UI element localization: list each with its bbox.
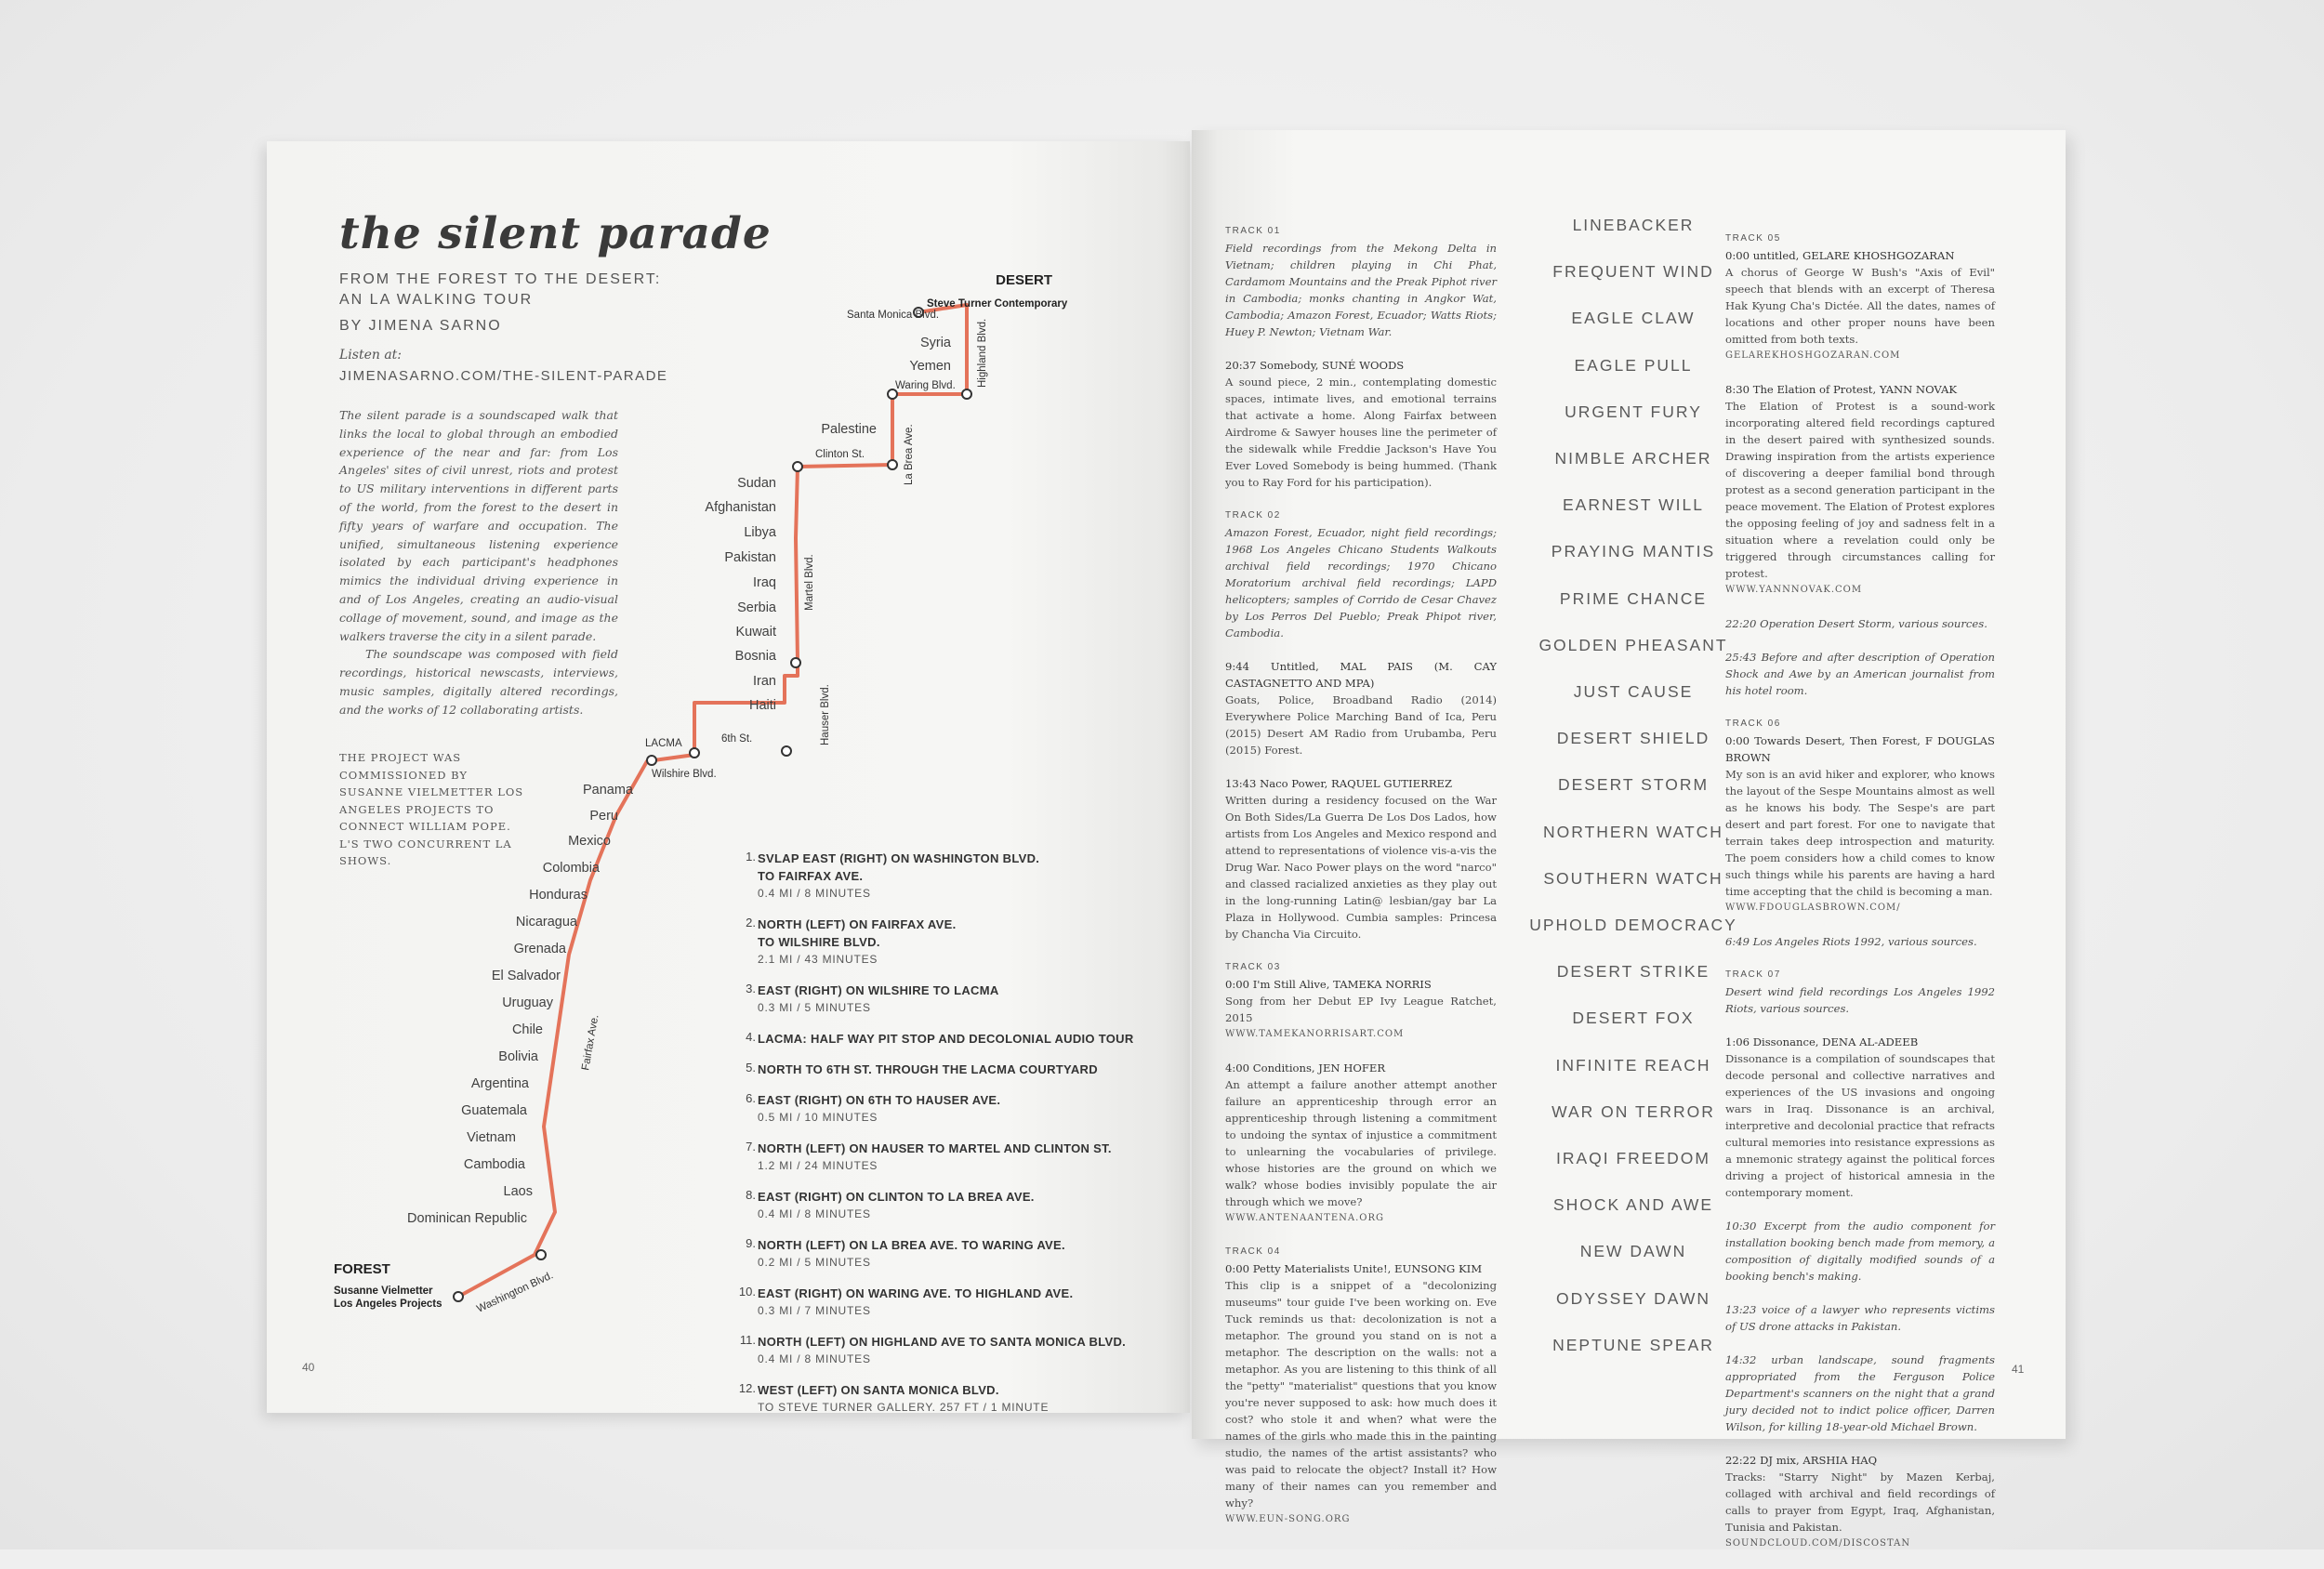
step-instruction: WEST (LEFT) ON SANTA MONICA BLVD. [758, 1383, 999, 1397]
track-label: TRACK 05 [1725, 233, 1781, 244]
operation-name: DESERT SHIELD [1556, 729, 1710, 748]
country-label: Afghanistan [705, 500, 776, 515]
track-label: TRACK 01 [1225, 226, 1281, 236]
track-heading: 22:22 DJ mix, ARSHIA HAQ [1725, 1454, 1878, 1467]
operation-name: NIMBLE ARCHER [1554, 449, 1712, 468]
operation-name: NEW DAWN [1579, 1242, 1687, 1261]
page-number: 41 [2012, 1363, 2025, 1376]
track-notes: 22:20 Operation Desert Storm, various sources. [1725, 617, 1987, 630]
track-heading: 9:44 Untitled, MAL PAIS (M. CAY CASTAGNETTO AND MPA) [1225, 660, 1497, 690]
step-text [758, 1030, 1134, 1048]
step-instruction: NORTH (LEFT) ON HIGHLAND AVE TO SANTA MONICA BLVD. [758, 1335, 1127, 1349]
track-heading: 13:43 Naco Power, RAQUEL GUTIERREZ [1225, 777, 1453, 790]
step-text [758, 1381, 1049, 1417]
step-number: 6. [746, 1091, 756, 1105]
direction-step [737, 1188, 1146, 1223]
direction-step [737, 1140, 1146, 1175]
track-heading: 0:00 Petty Materialists Unite!, EUNSONG KIM [1225, 1262, 1483, 1275]
artist-link[interactable]: WWW.FDOUGLASBROWN.COM/ [1725, 903, 1901, 913]
operation-name: DESERT FOX [1572, 1009, 1695, 1028]
street-label: Washington Blvd. [475, 1270, 556, 1315]
street-label: Clinton St. [815, 449, 865, 460]
commission-note: THE PROJECT WAS COMMISSIONED BY SUSANNE VIELMETTER LOS ANGELES PROJECTS TO CONNECT WILLIAM POPE. L'S TWO CONCURRENT LA SHOWS. [339, 751, 524, 867]
map-node [536, 1250, 546, 1259]
operation-name: DESERT STRIKE [1556, 962, 1710, 982]
step-number: 5. [746, 1061, 756, 1075]
forest-venue: Los Angeles Projects [334, 1299, 442, 1310]
track-entry [1725, 1034, 1995, 1201]
country-label: Mexico [568, 834, 611, 849]
track-heading: 8:30 The Elation of Protest, YANN NOVAK [1725, 383, 1957, 396]
map-node-hauser [782, 746, 791, 756]
country-label: Haiti [748, 698, 776, 713]
operation-name: PRIME CHANCE [1559, 588, 1708, 608]
intro-paragraph: The silent parade is a soundscaped walk that links the local to global through an embodied experience of the near and far: from Los Angeles' sites of civil unrest, riots and protest to US military interventions in different parts of the world, from the forest to the desert in fifty years of warfare and occupation. The unified, simultaneous listening experience isolated by each participant's headphones mimics the individual driving experience in and of Los Angeles, creating an audio-visual collage of movement, sound, and image as the walkers traverse the city in a silent parade. [339, 408, 618, 643]
step-distance: 0.5 MI / 10 MINUTES [758, 1111, 878, 1124]
operation-name: NEPTUNE SPEAR [1552, 1335, 1714, 1354]
operation-name: FREQUENT WIND [1552, 262, 1714, 282]
country-label: Vietnam [467, 1130, 516, 1145]
operation-name: UPHOLD DEMOCRACY [1529, 916, 1737, 934]
track-heading: 1:06 Dissonance, DENA AL-ADEEB [1725, 1035, 1919, 1048]
track-entry [1725, 1351, 1995, 1435]
step-distance: 0.3 MI / 7 MINUTES [758, 1304, 871, 1317]
country-label: Laos [503, 1184, 533, 1199]
step-number: 2. [746, 916, 756, 930]
tracks-column-3 [1725, 227, 1995, 1569]
track-heading: 0:00 Towards Desert, Then Forest, F DOUGLAS BROWN [1725, 734, 1995, 764]
track-label: TRACK 06 [1725, 719, 1781, 729]
step-instruction: LACMA: HALF WAY PIT STOP AND DECOLONIAL AUDIO TOUR [758, 1032, 1134, 1046]
country-label: Sudan [737, 476, 776, 491]
track-label: TRACK 02 [1225, 510, 1281, 521]
track-description: Tracks: "Starry Night" by Mazen Kerbaj, collaged with archival and field recordings of calls to prayer from Egypt, Iraq, Afghanistan, Tunisia and Pakistan. [1725, 1470, 1995, 1534]
track-description: My son is an avid hiker and explorer, who knows the layout of the Sespe Mountains almost as well as he knows his body. The Sespe's are part desert and part forest. For one to navigate that terrain takes deep introspection and maturity. The poem considers how a child comes to know such things while his parents are having a hard time accepting that the child is becoming a man. [1725, 768, 1995, 898]
step-distance: 0.4 MI / 8 MINUTES [758, 887, 871, 900]
step-text [758, 850, 1039, 903]
step-text [758, 1236, 1065, 1272]
step-text [758, 1285, 1073, 1320]
track-description: Dissonance is a compilation of soundscapes that decode personal and collective narratives and experiences of the US invasions and ongoing wars in Iraq. Dissonance is an archival, interpretive and decolonial practice that refracts cultural memories into resistance expressions as a mnemonic strategy against the political forces driving a project of historical amnesia in the contemporary moment. [1725, 1052, 1995, 1199]
country-label: Colombia [542, 861, 600, 876]
forest-label: FOREST [334, 1261, 390, 1277]
map-node-clinton [793, 462, 802, 471]
track-notes: 14:32 urban landscape, sound fragments appropriated from the Ferguson Police Department's scanners on the night that a grand jury decided not to indict police officer, Darren Wilson, for killing 18-year-old Michael Brown. [1725, 1353, 1995, 1433]
step-distance: TO STEVE TURNER GALLERY. 257 FT / 1 MINUTE [758, 1401, 1050, 1414]
forest-venue: Susanne Vielmetter [334, 1286, 433, 1297]
country-label: Syria [919, 336, 951, 350]
direction-step [737, 1061, 1146, 1078]
subtitle: FROM THE FOREST TO THE DESERT: AN LA WALKING TOUR [339, 271, 662, 308]
street-label: LACMA [645, 738, 682, 749]
street-label: Fairfax Ave. [580, 1013, 601, 1072]
track-label: TRACK 03 [1225, 962, 1281, 972]
artist-link[interactable]: WWW.EUN-SONG.ORG [1225, 1514, 1351, 1524]
country-label: Serbia [737, 600, 776, 615]
country-label: Cambodia [463, 1157, 525, 1172]
byline: BY JIMENA SARNO [339, 318, 502, 334]
step-text [758, 982, 999, 1017]
step-number: 8. [746, 1188, 756, 1202]
direction-step [737, 916, 1146, 969]
step-distance: 0.2 MI / 5 MINUTES [758, 1256, 871, 1269]
operation-name: EAGLE CLAW [1571, 309, 1696, 328]
step-distance: 2.1 MI / 43 MINUTES [758, 953, 878, 966]
operation-name: IRAQI FREEDOM [1555, 1149, 1710, 1167]
country-label: Libya [744, 525, 776, 540]
track-notes: 13:23 voice of a lawyer who represents victims of US drone attacks in Pakistan. [1725, 1303, 1995, 1333]
country-label: Chile [511, 1022, 543, 1037]
artist-link[interactable]: GELAREKHOSHGOZARAN.COM [1725, 350, 1901, 361]
intro-paragraph: The soundscape was composed with field recordings, historical newscasts, interviews, music samples, digitally altered recordings, and the works of 12 collaborating artists. [339, 647, 618, 717]
country-label: Bosnia [734, 649, 776, 664]
track-entry [1725, 716, 1995, 916]
track-heading: 20:37 Somebody, SUNÉ WOODS [1225, 359, 1405, 372]
track-entry [1725, 967, 1995, 1017]
desert-venue: Steve Turner Contemporary [927, 298, 1068, 310]
operation-name: JUST CAUSE [1573, 682, 1694, 701]
track-entry [1225, 775, 1497, 943]
step-text [758, 1091, 1000, 1127]
country-label: Dominican Republic [407, 1211, 527, 1226]
listen-label: Listen at: [339, 348, 403, 363]
operation-name: SOUTHERN WATCH [1543, 868, 1723, 888]
track-notes: Amazon Forest, Ecuador, night field recordings; 1968 Los Angeles Chicano Students Walkouts archival field recordings; 1970 Chicano Moratorium archival field recordings; LAPD helicopters; samples of Corrido de Cesar Chavez by Los Perros Del Pueblo; Preak Phipot river, Cambodia. [1225, 526, 1497, 639]
country-label: Bolivia [498, 1049, 538, 1064]
track-entry [1725, 649, 1995, 699]
left-page [267, 141, 1190, 1413]
country-label: Iran [753, 674, 776, 689]
country-label: Argentina [470, 1076, 529, 1091]
street-label: Martel Blvd. [804, 554, 815, 611]
step-instruction: EAST (RIGHT) ON 6TH TO HAUSER AVE. [758, 1093, 1001, 1107]
track-entry [1725, 1452, 1995, 1552]
step-text [758, 1140, 1112, 1175]
country-label: Uruguay [502, 995, 553, 1010]
operation-name: URGENT FURY [1565, 402, 1702, 421]
step-distance: 0.4 MI / 8 MINUTES [758, 1207, 871, 1220]
direction-step [737, 1236, 1146, 1272]
desert-label: DESERT [996, 272, 1052, 288]
direction-step [737, 1030, 1146, 1048]
track-entry [1725, 1218, 1995, 1285]
operation-name: EAGLE PULL [1574, 355, 1693, 375]
track-heading: 0:00 untitled, GELARE KHOSHGOZARAN [1725, 249, 1955, 262]
step-instruction: SVLAP EAST (RIGHT) ON WASHINGTON BLVD. [758, 851, 1040, 865]
directions-list [737, 850, 1146, 1430]
track-entry [1225, 1060, 1497, 1227]
step-number: 7. [746, 1140, 756, 1154]
operation-name: EARNEST WILL [1562, 495, 1705, 515]
track-description: A chorus of George W Bush's "Axis of Evil" speech that blends with an excerpt of Theresa Hak Kyung Cha's Dictée. All the dates, names of locations and other proper nouns have been omitted from both texts. [1725, 266, 1995, 346]
track-description: The Elation of Protest is a sound-work incorporating altered field recordings captured in the desert paired with synthesized sounds. Drawing inspiration from the artists experience of discovering a deeper familial bond through protest as a second generation participant in the peace movement. The Elation of Protest explores the opposing feeling of joy and sadness felt in a situation where a revelation could only be triggered through circumstances calling for protest. [1725, 400, 1995, 580]
country-label: Iraq [753, 575, 776, 590]
direction-step [737, 982, 1146, 1017]
track-entry [1725, 615, 1995, 632]
artist-link[interactable]: WWW.ANTENAANTENA.ORG [1225, 1213, 1384, 1223]
direction-step [737, 1285, 1146, 1320]
step-number: 1. [746, 850, 756, 864]
direction-step [737, 1333, 1146, 1368]
tracks-column-1 [1225, 219, 1497, 1545]
track-entry [1225, 959, 1497, 1043]
direction-step [737, 1091, 1146, 1127]
operation-name: SHOCK AND AWE [1552, 1195, 1714, 1215]
page-number: 40 [302, 1361, 315, 1374]
country-label: Kuwait [735, 625, 776, 639]
map-node-wilshire [647, 756, 656, 765]
right-page [1192, 130, 2066, 1549]
step-number: 10. [738, 1285, 756, 1299]
step-number: 11. [739, 1333, 756, 1347]
track-description: An attempt a failure another attempt another failure an apprenticeship through error an apprenticeship through listening a commitment to undoing the syntax of injustice a commitment to unlearning the vocabularies of privilege. whose histories are the ground on which we walk? whose bodies invisibly populate the air through which we move? [1225, 1078, 1497, 1208]
operation-name: GOLDEN PHEASANT [1538, 635, 1728, 654]
track-description: This clip is a snippet of a "decolonizing museums" tour guide I've been working on. Eve Tuck reminds us that: decolonization is not a metaphor. The ground you stand on is not a metaphor. The description on the walls: not a metaphor. As you are listening to this think of all the "petty" "materialist" questions that you know you're never supposed to ask: how much does it cost? who stole it and when? what were the names of the girls who made this in the painting studio, the names of the artist assistants? who was paid to relocate the object? Install it? How many of their names can you remember and why? [1225, 1279, 1497, 1510]
step-text [758, 916, 957, 969]
country-label: Yemen [909, 359, 951, 374]
country-label: Grenada [513, 942, 566, 956]
country-label: Guatemala [461, 1103, 527, 1118]
step-instruction: TO WILSHIRE BLVD. [758, 935, 880, 949]
track-entry [1725, 1301, 1995, 1335]
direction-step [737, 1381, 1146, 1417]
map-node-forest [454, 1292, 463, 1301]
step-number: 12. [738, 1381, 756, 1395]
country-label: El Salvador [491, 969, 561, 983]
track-description: Song from her Debut EP Ivy League Ratchet, 2015 [1225, 995, 1497, 1024]
street-label: Waring Blvd. [895, 380, 956, 391]
country-label: Panama [582, 783, 633, 798]
track-description: Goats, Police, Broadband Radio (2014) Everywhere Police Marching Band of Ica, Peru (2015) Desert AM Radio from Urubamba, Peru (2015) Forest. [1225, 693, 1497, 757]
step-instruction: EAST (RIGHT) ON WARING AVE. TO HIGHLAND AVE. [758, 1286, 1074, 1300]
operation-name: ODYSSEY DAWN [1556, 1288, 1710, 1308]
direction-step [737, 850, 1146, 903]
step-instruction: NORTH (LEFT) ON LA BREA AVE. TO WARING AVE. [758, 1238, 1065, 1252]
country-label: Pakistan [724, 550, 776, 565]
page-title: the silent parade [339, 208, 772, 259]
step-text [758, 1188, 1035, 1223]
track-notes: Desert wind field recordings Los Angeles 1992 Riots, various sources. [1725, 985, 1995, 1015]
map-node-lacma [690, 748, 699, 758]
step-distance: 0.4 MI / 8 MINUTES [758, 1352, 871, 1365]
step-number: 9. [746, 1236, 756, 1250]
step-number: 3. [746, 982, 756, 995]
street-label: Highland Blvd. [977, 318, 988, 388]
operation-name: NORTHERN WATCH [1543, 822, 1723, 841]
map-node [791, 658, 800, 667]
track-entry [1225, 508, 1497, 641]
step-instruction: TO FAIRFAX AVE. [758, 869, 864, 883]
step-text [758, 1333, 1126, 1368]
step-instruction: NORTH TO 6TH ST. THROUGH THE LACMA COURTYARD [758, 1062, 1098, 1076]
operation-name: INFINITE REACH [1555, 1055, 1711, 1075]
track-heading: 0:00 I'm Still Alive, TAMEKA NORRIS [1225, 978, 1432, 991]
street-label: Santa Monica Blvd. [847, 310, 940, 321]
operation-name: DESERT STORM [1557, 775, 1710, 795]
operation-name: LINEBACKER [1572, 216, 1695, 234]
step-instruction: NORTH (LEFT) ON HAUSER TO MARTEL AND CLINTON ST. [758, 1141, 1112, 1155]
step-distance: 0.3 MI / 5 MINUTES [758, 1001, 871, 1014]
track-entry [1225, 223, 1497, 340]
track-heading: 4:00 Conditions, JEN HOFER [1225, 1061, 1386, 1075]
track-entry [1725, 231, 1995, 364]
country-label: Peru [589, 809, 618, 824]
step-text [758, 1061, 1098, 1078]
street-label: La Brea Ave. [904, 424, 915, 485]
track-description: A sound piece, 2 min., contemplating domestic spaces, intimate lives, and emotional terrains that activate a home. Along Fairfax between Airdrome & Sawyer houses line the perimeter of the sidewalk while Freddie Jackson's Have You Ever Loved Somebody is being hummed. (Thank you to Ray Ford for his participation). [1225, 376, 1497, 489]
step-instruction: EAST (RIGHT) ON WILSHIRE TO LACMA [758, 983, 999, 997]
country-label: Honduras [529, 888, 588, 903]
step-number: 4. [746, 1030, 756, 1044]
artist-link[interactable]: WWW.YANNNOVAK.COM [1725, 585, 1863, 595]
track-notes: 10:30 Excerpt from the audio component for installation booking bench made from memory, a composition of digitally modified sounds of a booking bench's making. [1725, 1220, 1995, 1283]
country-label: Palestine [821, 422, 877, 437]
track-label: TRACK 07 [1725, 969, 1781, 980]
street-label: 6th St. [721, 733, 753, 745]
street-label: Hauser Blvd. [820, 684, 831, 745]
artist-link[interactable]: WWW.TAMEKANORRISART.COM [1225, 1029, 1405, 1039]
listen-url[interactable]: JIMENASARNO.COM/THE-SILENT-PARADE [339, 368, 668, 384]
track-label: TRACK 04 [1225, 1246, 1281, 1257]
track-entry [1225, 1244, 1497, 1528]
country-label: Nicaragua [515, 915, 577, 930]
map-node-highland [962, 389, 971, 399]
step-distance: 1.2 MI / 24 MINUTES [758, 1159, 878, 1172]
track-notes: Field recordings from the Mekong Delta in Vietnam; children playing in Chi Phat, Cardamom Mountains and the Preak Piphot river in Cambodia; monks chanting in Angkor Wat, Cambodia; Amazon Forest, Ecuador; Watts Riots; Huey P. Newton; Vietnam War. [1225, 242, 1497, 338]
operation-name: PRAYING MANTIS [1551, 542, 1716, 561]
operation-name: WAR ON TERROR [1552, 1101, 1715, 1121]
street-label: Wilshire Blvd. [652, 769, 717, 780]
step-instruction: NORTH (LEFT) ON FAIRFAX AVE. [758, 917, 957, 931]
track-entry [1725, 933, 1995, 950]
step-instruction: EAST (RIGHT) ON CLINTON TO LA BREA AVE. [758, 1190, 1035, 1204]
track-notes: 6:49 Los Angeles Riots 1992, various sources. [1725, 935, 1977, 948]
map-node-la-brea [888, 460, 897, 469]
track-notes: 25:43 Before and after description of Operation Shock and Awe by an American journalist from his hotel room. [1725, 651, 1995, 697]
artist-link[interactable]: SOUNDCLOUD.COM/DISCOSTAN [1725, 1538, 1911, 1549]
track-entry [1725, 381, 1995, 599]
track-entry [1225, 658, 1497, 758]
track-description: Written during a residency focused on the War On Both Sides/La Guerra De Los Dos Lados, how artists from Los Angeles and Mexico respond and attend to representations of violence vis-a-vis the Drug War. Naco Power plays on the word "narco" and classed racialized anxieties as they play out in the long-running Latin@ lesbian/gay bar La Plaza in Hollywood. Cumbia samples: Princesa by Chancha Via Circuito. [1225, 794, 1497, 941]
track-entry [1225, 357, 1497, 491]
